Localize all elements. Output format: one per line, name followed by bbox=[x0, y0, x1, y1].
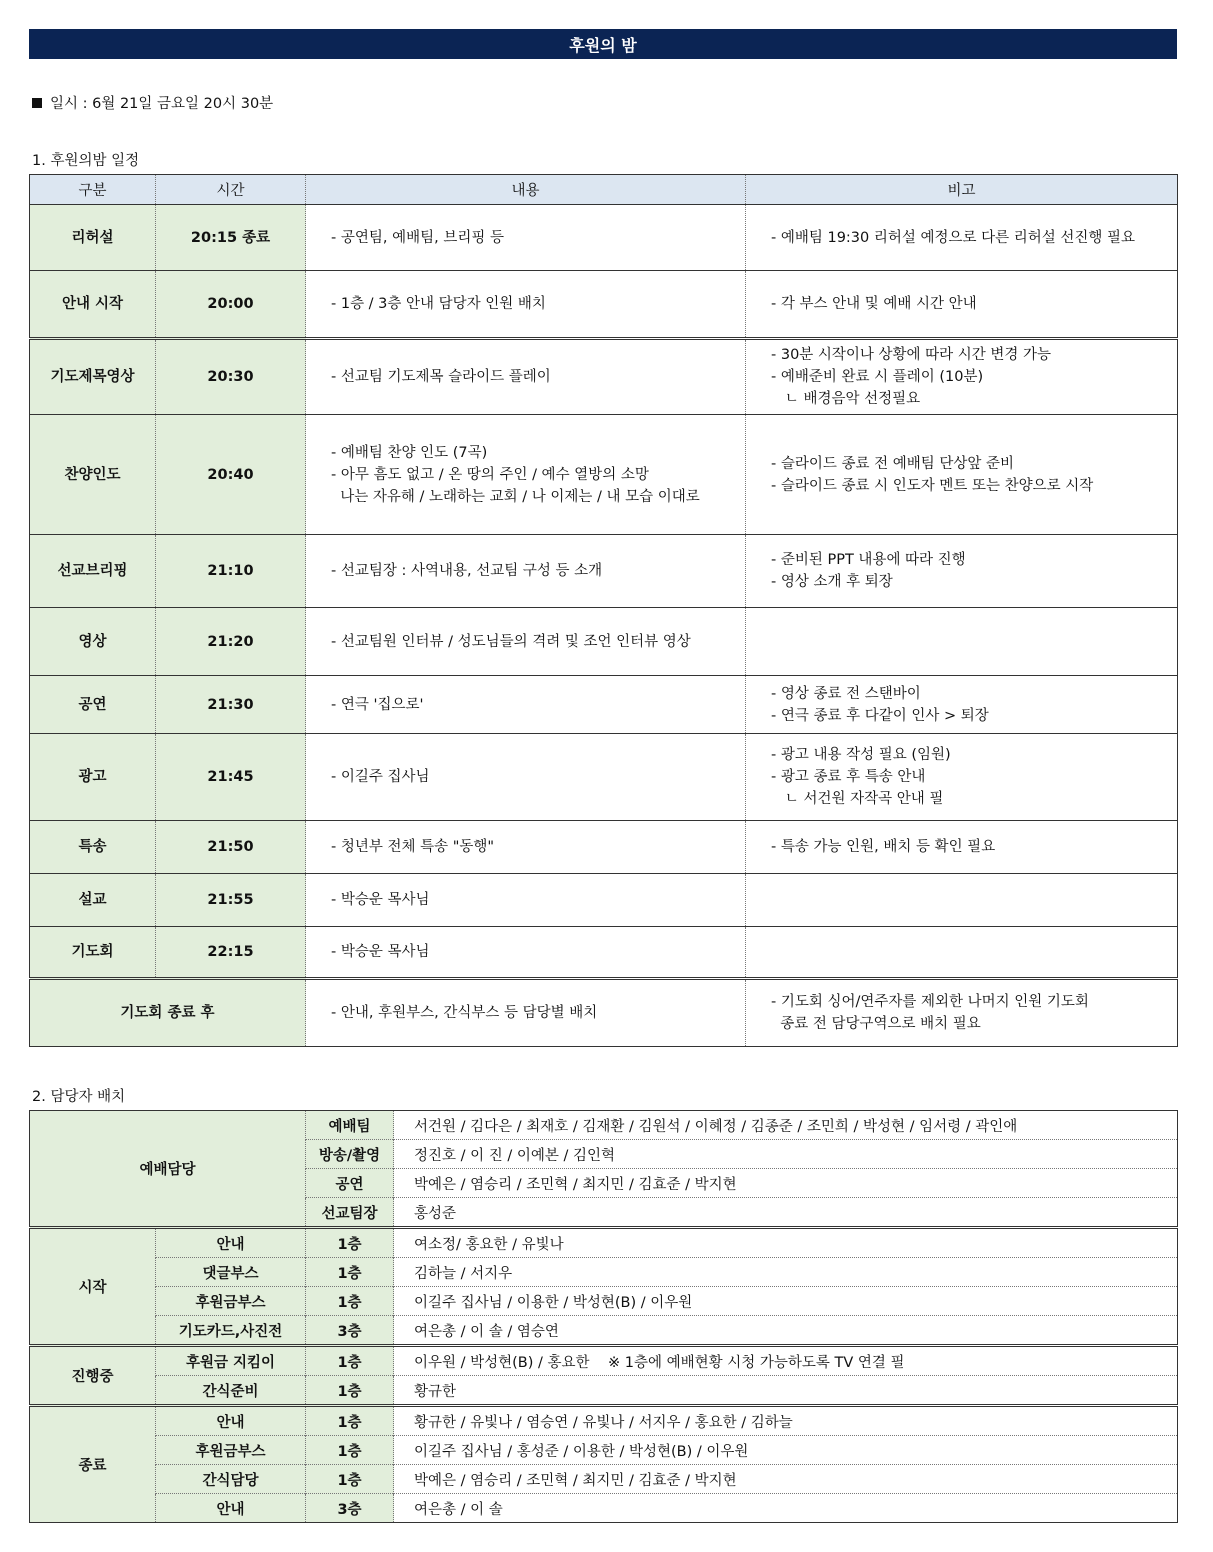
schedule-content: - 예배팀 찬양 인도 (7곡) - 아무 흠도 없고 / 온 땅의 주인 / 예수 열방의 소망 나는 자유해 / 노래하는 교회 / 나 이제는 / 내 모습 이대로 bbox=[306, 415, 746, 535]
schedule-category: 선교브리핑 bbox=[30, 535, 156, 608]
schedule-content: - 선교팀장 : 사역내용, 선교팀 구성 등 소개 bbox=[306, 535, 746, 608]
staff-names: 서건원 / 김다은 / 최재호 / 김재환 / 김원석 / 이혜정 / 김종준 / 조민희 / 박성현 / 임서령 / 곽인애 bbox=[394, 1111, 1178, 1140]
schedule-row bbox=[30, 608, 1178, 676]
schedule-note bbox=[746, 608, 1178, 676]
square-bullet-icon bbox=[32, 98, 42, 108]
staff-group-start: 시작 bbox=[30, 1228, 156, 1346]
schedule-note: - 광고 내용 작성 필요 (임원) - 광고 종료 후 특송 안내 ㄴ 서건원 자작곡 안내 필 bbox=[746, 734, 1178, 821]
schedule-note: - 특송 가능 인원, 배치 등 확인 필요 bbox=[746, 821, 1178, 874]
schedule-row bbox=[30, 415, 1178, 535]
staff-role: 간식준비 bbox=[156, 1376, 306, 1406]
schedule-content: - 이길주 집사님 bbox=[306, 734, 746, 821]
schedule-category: 기도회 bbox=[30, 927, 156, 979]
staff-row bbox=[30, 1111, 1178, 1140]
staff-role: 방송/촬영 bbox=[306, 1140, 394, 1169]
schedule-content: - 선교팀 기도제목 슬라이드 플레이 bbox=[306, 339, 746, 415]
staff-role: 기도카드,사진전 bbox=[156, 1316, 306, 1346]
schedule-content: - 선교팀원 인터뷰 / 성도님들의 격려 및 조언 인터뷰 영상 bbox=[306, 608, 746, 676]
schedule-row bbox=[30, 821, 1178, 874]
schedule-category: 특송 bbox=[30, 821, 156, 874]
schedule-row bbox=[30, 979, 1178, 1047]
schedule-content: - 1층 / 3층 안내 담당자 인원 배치 bbox=[306, 271, 746, 339]
staff-floor: 1층 bbox=[306, 1436, 394, 1465]
staff-names: 박예은 / 염승리 / 조민혁 / 최지민 / 김효준 / 박지현 bbox=[394, 1169, 1178, 1198]
staff-row bbox=[30, 1346, 1178, 1376]
schedule-category: 안내 시작 bbox=[30, 271, 156, 339]
schedule-header-row bbox=[30, 175, 1178, 205]
schedule-row bbox=[30, 271, 1178, 339]
schedule-category: 기도회 종료 후 bbox=[30, 979, 306, 1047]
staff-names: 박예은 / 염승리 / 조민혁 / 최지민 / 김효준 / 박지현 bbox=[394, 1465, 1178, 1494]
staff-names: 황규한 bbox=[394, 1376, 1178, 1406]
staff-role: 후원금부스 bbox=[156, 1287, 306, 1316]
staff-role: 안내 bbox=[156, 1406, 306, 1436]
schedule-row bbox=[30, 339, 1178, 415]
schedule-row bbox=[30, 205, 1178, 271]
schedule-category: 찬양인도 bbox=[30, 415, 156, 535]
schedule-table bbox=[29, 174, 1178, 1047]
schedule-note: - 영상 종료 전 스탠바이 - 연극 종료 후 다같이 인사 > 퇴장 bbox=[746, 676, 1178, 734]
staff-role: 안내 bbox=[156, 1494, 306, 1523]
schedule-note: - 예배팀 19:30 리허설 예정으로 다른 리허설 선진행 필요 bbox=[746, 205, 1178, 271]
staff-floor: 1층 bbox=[306, 1406, 394, 1436]
schedule-note: - 각 부스 안내 및 예배 시간 안내 bbox=[746, 271, 1178, 339]
schedule-time: 21:30 bbox=[156, 676, 306, 734]
staff-names: 이우원 / 박성현(B) / 홍요한 ※ 1층에 예배현황 시청 가능하도록 TV 연결 필 bbox=[394, 1346, 1178, 1376]
event-date-text: 일시 : 6월 21일 금요일 20시 30분 bbox=[50, 96, 274, 112]
schedule-content: - 박승운 목사님 bbox=[306, 927, 746, 979]
schedule-category: 영상 bbox=[30, 608, 156, 676]
schedule-time: 22:15 bbox=[156, 927, 306, 979]
schedule-time: 21:20 bbox=[156, 608, 306, 676]
schedule-time: 21:50 bbox=[156, 821, 306, 874]
staff-floor: 1층 bbox=[306, 1465, 394, 1494]
staff-names: 김하늘 / 서지우 bbox=[394, 1258, 1178, 1287]
schedule-time: 20:40 bbox=[156, 415, 306, 535]
staff-row bbox=[30, 1436, 1178, 1465]
header-note: 비고 bbox=[746, 175, 1178, 205]
staff-table bbox=[29, 1110, 1178, 1523]
header-time: 시간 bbox=[156, 175, 306, 205]
staff-role: 후원금 지킴이 bbox=[156, 1346, 306, 1376]
schedule-category: 리허설 bbox=[30, 205, 156, 271]
schedule-content: - 연극 '집으로' bbox=[306, 676, 746, 734]
staff-names: 홍성준 bbox=[394, 1198, 1178, 1228]
staff-role: 예배팀 bbox=[306, 1111, 394, 1140]
schedule-time: 20:15 종료 bbox=[156, 205, 306, 271]
staff-row bbox=[30, 1258, 1178, 1287]
staff-group-end: 종료 bbox=[30, 1406, 156, 1523]
staff-names: 여은총 / 이 솔 / 염승연 bbox=[394, 1316, 1178, 1346]
header-category: 구분 bbox=[30, 175, 156, 205]
staff-names: 여은총 / 이 솔 bbox=[394, 1494, 1178, 1523]
schedule-note bbox=[746, 927, 1178, 979]
schedule-time: 21:10 bbox=[156, 535, 306, 608]
schedule-row bbox=[30, 874, 1178, 927]
schedule-content: - 청년부 전체 특송 "동행" bbox=[306, 821, 746, 874]
staff-row bbox=[30, 1316, 1178, 1346]
schedule-category: 공연 bbox=[30, 676, 156, 734]
header-content: 내용 bbox=[306, 175, 746, 205]
schedule-note: - 슬라이드 종료 전 예배팀 단상앞 준비 - 슬라이드 종료 시 인도자 멘트 또는 찬양으로 시작 bbox=[746, 415, 1178, 535]
schedule-category: 기도제목영상 bbox=[30, 339, 156, 415]
staff-row bbox=[30, 1228, 1178, 1258]
schedule-content: - 박승운 목사님 bbox=[306, 874, 746, 927]
staff-names: 여소정/ 홍요한 / 유빛나 bbox=[394, 1228, 1178, 1258]
staff-row bbox=[30, 1494, 1178, 1523]
schedule-category: 광고 bbox=[30, 734, 156, 821]
staff-row bbox=[30, 1376, 1178, 1406]
schedule-time: 20:00 bbox=[156, 271, 306, 339]
staff-floor: 1층 bbox=[306, 1258, 394, 1287]
staff-group-worship: 예배담당 bbox=[30, 1111, 306, 1228]
schedule-time: 20:30 bbox=[156, 339, 306, 415]
schedule-row bbox=[30, 734, 1178, 821]
staff-floor: 3층 bbox=[306, 1316, 394, 1346]
schedule-note: - 준비된 PPT 내용에 따라 진행 - 영상 소개 후 퇴장 bbox=[746, 535, 1178, 608]
section-title-schedule: 1. 후원의밤 일정 bbox=[32, 153, 140, 169]
staff-role: 안내 bbox=[156, 1228, 306, 1258]
schedule-time: 21:55 bbox=[156, 874, 306, 927]
schedule-content: - 공연팀, 예배팀, 브리핑 등 bbox=[306, 205, 746, 271]
staff-names: 정진호 / 이 진 / 이예본 / 김인혁 bbox=[394, 1140, 1178, 1169]
schedule-note: - 기도회 싱어/연주자를 제외한 나머지 인원 기도회 종료 전 담당구역으로 배치 필요 bbox=[746, 979, 1178, 1047]
staff-names: 이길주 집사님 / 이용한 / 박성현(B) / 이우원 bbox=[394, 1287, 1178, 1316]
schedule-row bbox=[30, 676, 1178, 734]
page-title: 후원의 밤 bbox=[29, 29, 1177, 59]
staff-floor: 1층 bbox=[306, 1287, 394, 1316]
schedule-category: 설교 bbox=[30, 874, 156, 927]
staff-row bbox=[30, 1406, 1178, 1436]
section-title-staff: 2. 담당자 배치 bbox=[32, 1089, 126, 1105]
schedule-row bbox=[30, 927, 1178, 979]
schedule-row bbox=[30, 535, 1178, 608]
staff-names: 이길주 집사님 / 홍성준 / 이용한 / 박성현(B) / 이우원 bbox=[394, 1436, 1178, 1465]
staff-group-ongoing: 진행중 bbox=[30, 1346, 156, 1406]
staff-role: 후원금부스 bbox=[156, 1436, 306, 1465]
staff-role: 간식담당 bbox=[156, 1465, 306, 1494]
staff-row bbox=[30, 1465, 1178, 1494]
staff-floor: 1층 bbox=[306, 1228, 394, 1258]
schedule-content: - 안내, 후원부스, 간식부스 등 담당별 배치 bbox=[306, 979, 746, 1047]
staff-names: 황규한 / 유빛나 / 염승연 / 유빛나 / 서지우 / 홍요한 / 김하늘 bbox=[394, 1406, 1178, 1436]
staff-role: 공연 bbox=[306, 1169, 394, 1198]
staff-floor: 3층 bbox=[306, 1494, 394, 1523]
schedule-note: - 30분 시작이나 상황에 따라 시간 변경 가능 - 예배준비 완료 시 플레이 (10분) ㄴ 배경음악 선정필요 bbox=[746, 339, 1178, 415]
staff-floor: 1층 bbox=[306, 1376, 394, 1406]
staff-role: 댓글부스 bbox=[156, 1258, 306, 1287]
schedule-note bbox=[746, 874, 1178, 927]
staff-floor: 1층 bbox=[306, 1346, 394, 1376]
schedule-time: 21:45 bbox=[156, 734, 306, 821]
staff-row bbox=[30, 1287, 1178, 1316]
staff-role: 선교팀장 bbox=[306, 1198, 394, 1228]
event-date-line bbox=[32, 92, 273, 113]
